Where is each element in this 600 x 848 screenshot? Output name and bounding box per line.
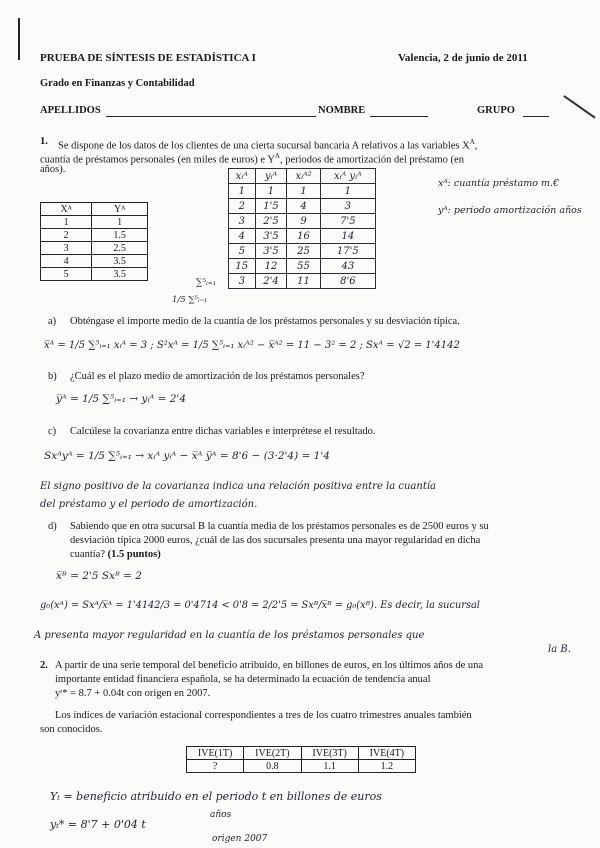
legend-x: xᴬ: cuantía préstamo m.€ (438, 178, 560, 189)
table-cell: 25 (287, 244, 320, 259)
hw-table-header (229, 169, 376, 184)
q2-number: 2. (40, 660, 48, 671)
table-cell: 3'5 (255, 229, 287, 244)
q1-text-line2-sup: A (274, 152, 280, 160)
table-cell: 2 (41, 229, 92, 242)
q1d-question-line2: desviación típica 2000 euros, ¿cuál de las dos sucursales presenta una mayor regularidad en dicha (70, 535, 481, 546)
q1-text-line1-sup: A (469, 138, 475, 146)
table-cell: 3'5 (255, 244, 287, 259)
q2-text-line2: importante entidad financiera española, se ha determinado la ecuación de tendencia anual (55, 674, 431, 685)
table-cell: 4 (229, 229, 256, 244)
ive-value-1t: ? (187, 760, 244, 773)
q2-text-line5: son conocidos. (40, 724, 103, 735)
q1a-label: a) (48, 316, 57, 327)
table-row (229, 184, 376, 199)
table-row (187, 760, 416, 773)
table-row (229, 199, 376, 214)
ive-table-header (187, 747, 416, 760)
table-cell: 5 (41, 268, 92, 281)
pen-stroke (564, 95, 596, 118)
table-row (229, 214, 376, 229)
q2-text-line1: A partir de una serie temporal del beneficio atribuido, en billones de euros, en los últimos años de una (55, 660, 484, 671)
table-row (41, 216, 148, 229)
ive-header-1t: IVE(1T) (187, 747, 244, 760)
q1d-answer-line2: g₀(xᴬ) = Sxᴬ/x̅ᴬ = 1'4142/3 = 0'4714 < 0'8 = 2/2'5 = Sxᴮ/x̅ᴮ = g₀(xᴮ). Es decir, la sucursal (40, 600, 480, 611)
table-row (41, 268, 148, 281)
q1-text-line1-main: Se dispone de los datos de los clientes de una cierta sucursal bancaria A relativos a las variables X (58, 140, 470, 152)
apellidos-label: APELLIDOS (40, 105, 101, 116)
table-cell: 5 (229, 244, 256, 259)
q1-text-line3: años). (40, 164, 66, 175)
q1d-points: (1.5 puntos) (107, 549, 161, 560)
q1b-question: ¿Cuál es el plazo medio de amortización de los préstamos personales? (70, 371, 365, 382)
margin-mark (18, 18, 20, 60)
q1c-interpretation-line1: El signo positivo de la covarianza indica una relación positiva entre la cuantía (40, 481, 436, 492)
table-cell: 1 (287, 184, 320, 199)
q1-text-line2-main: cuantía de préstamos personales (en miles de euros) e Y (40, 154, 275, 166)
hw-sum-label: ∑⁵ᵢ₌₁ (196, 278, 217, 288)
ive-value-4t: 1.2 (358, 760, 415, 773)
q1d-label: d) (48, 521, 57, 532)
q1c-interpretation-line2: del préstamo y el periodo de amortización. (40, 499, 258, 510)
q2-hw-line2: yₜ* = 8'7 + 0'04 t (50, 818, 146, 831)
q1c-question: Calcúlese la covarianza entre dichas variables e interprétese el resultado. (70, 426, 376, 437)
hw-header-y: yᵢᴬ (255, 169, 287, 184)
apellidos-field (106, 116, 316, 117)
table-cell: 3 (320, 199, 375, 214)
ive-header-3t: IVE(3T) (301, 747, 358, 760)
q2-hw-note1: años (210, 810, 232, 820)
table-cell: 1.5 (92, 229, 148, 242)
q1a-answer: x̅ᴬ = 1/5 ∑⁵ᵢ₌₁ xᵢᴬ = 3 ; S²xᴬ = 1/5 ∑⁵ᵢ₌₁ xᵢᴬ² − x̅ᴬ² = 11 − 3² = 2 ; Sxᴬ = √2 = 1'4142 (44, 340, 460, 351)
table-cell: 7'5 (320, 214, 375, 229)
legend-y: yᴬ: periodo amortización años (438, 205, 582, 216)
table-cell: 2 (229, 199, 256, 214)
table-cell: 4 (287, 199, 320, 214)
exam-date: Valencia, 2 de junio de 2011 (398, 52, 528, 64)
table-cell: 2'4 (255, 274, 287, 289)
q2-hw-line1: Yₜ = beneficio atribuido en el periodo t en billones de euros (50, 790, 382, 803)
q1-handwritten-table (228, 168, 376, 289)
table-row (41, 242, 148, 255)
table-cell: 55 (287, 259, 320, 274)
table-cell: 3 (229, 214, 256, 229)
q1-text-line2 (40, 149, 464, 168)
q2-hw-note2: origen 2007 (212, 834, 268, 844)
hw-header-x2: xᵢᴬ² (287, 169, 320, 184)
ive-value-3t: 1.1 (301, 760, 358, 773)
nombre-field (370, 116, 428, 117)
q1d-question-line3 (70, 548, 161, 562)
table-row (41, 229, 148, 242)
q1d-answer-line1: x̅ᴮ = 2'5 Sxᴮ = 2 (56, 570, 142, 582)
hw-sum-row (229, 259, 376, 274)
table-cell: 17'5 (320, 244, 375, 259)
table-cell: 16 (287, 229, 320, 244)
ive-table (186, 746, 416, 773)
table-cell: 1'5 (255, 199, 287, 214)
table-cell: 15 (229, 259, 256, 274)
ive-value-2t: 0.8 (244, 760, 301, 773)
table-cell: 4 (41, 255, 92, 268)
q1-data-table-header-x: Xᴬ (41, 203, 92, 216)
table-cell: 14 (320, 229, 375, 244)
q1a-question: Obténgase el importe medio de la cuantía de los préstamos personales y su desviación típica. (70, 316, 460, 327)
q1c-label: c) (48, 426, 57, 437)
ive-header-4t: IVE(4T) (358, 747, 415, 760)
table-cell: 1 (92, 216, 148, 229)
q1d-answer-line4: la B. (548, 644, 571, 655)
exam-title: PRUEBA DE SÍNTESIS DE ESTADÍSTICA I (40, 52, 256, 64)
q1d-question-line3-text: cuantía? (70, 549, 108, 560)
hw-mean-label: 1/5 ∑⁵ᵢ₌₁ (172, 295, 208, 305)
table-cell: 1 (320, 184, 375, 199)
hw-header-x: xᵢᴬ (229, 169, 256, 184)
table-cell: 3 (229, 274, 256, 289)
q1c-answer: Sxᴬyᴬ = 1/5 ∑⁵ᵢ₌₁ → xᵢᴬ yᵢᴬ − x̅ᴬ y̅ᴬ = 8'6 − (3·2'4) = 1'4 (44, 450, 330, 462)
q1-text-line1-end: , (474, 140, 478, 152)
ive-header-2t: IVE(2T) (244, 747, 301, 760)
q1d-answer-line3: A presenta mayor regularidad en la cuantía de los préstamos personales que (34, 630, 425, 641)
table-cell: 8'6 (320, 274, 375, 289)
grupo-field (523, 116, 549, 117)
q1d-question-line1: Sabiendo que en otra sucursal B la cuantía media de los préstamos personales es de 2500 euros y su (70, 521, 489, 532)
q1-data-table (40, 202, 148, 281)
table-row (229, 244, 376, 259)
table-cell: 2.5 (92, 242, 148, 255)
q2-text-line4: Los índices de variación estacional correspondientes a tres de los cuatro trimestres anuales también (55, 710, 472, 721)
q1-data-table-header (41, 203, 148, 216)
q1-number: 1. (40, 136, 48, 147)
q1b-label: b) (48, 371, 57, 382)
table-cell: 1 (229, 184, 256, 199)
table-cell: 2'5 (255, 214, 287, 229)
q1-data-table-header-y: Yᴬ (92, 203, 148, 216)
table-cell: 1 (41, 216, 92, 229)
table-row (229, 229, 376, 244)
table-cell: 43 (320, 259, 375, 274)
q1b-answer: y̅ᴬ = 1/5 ∑⁵ᵢ₌₁ → yᵢᴬ = 2'4 (56, 393, 186, 405)
hw-mean-row (229, 274, 376, 289)
nombre-label: NOMBRE (318, 105, 366, 116)
q2-text-line3: yᵗ* = 8.7 + 0.04t con origen en 2007. (55, 688, 211, 699)
table-cell: 9 (287, 214, 320, 229)
q1-text-line2-end: , periodos de amortización del préstamo (en (279, 154, 464, 166)
degree-label: Grado en Finanzas y Contabilidad (40, 78, 195, 89)
hw-header-xy: xᵢᴬ yᵢᴬ (320, 169, 375, 184)
table-cell: 3.5 (92, 268, 148, 281)
table-cell: 1 (255, 184, 287, 199)
table-cell: 11 (287, 274, 320, 289)
table-cell: 12 (255, 259, 287, 274)
table-cell: 3 (41, 242, 92, 255)
grupo-label: GRUPO (477, 105, 515, 116)
table-row (41, 255, 148, 268)
table-cell: 3.5 (92, 255, 148, 268)
